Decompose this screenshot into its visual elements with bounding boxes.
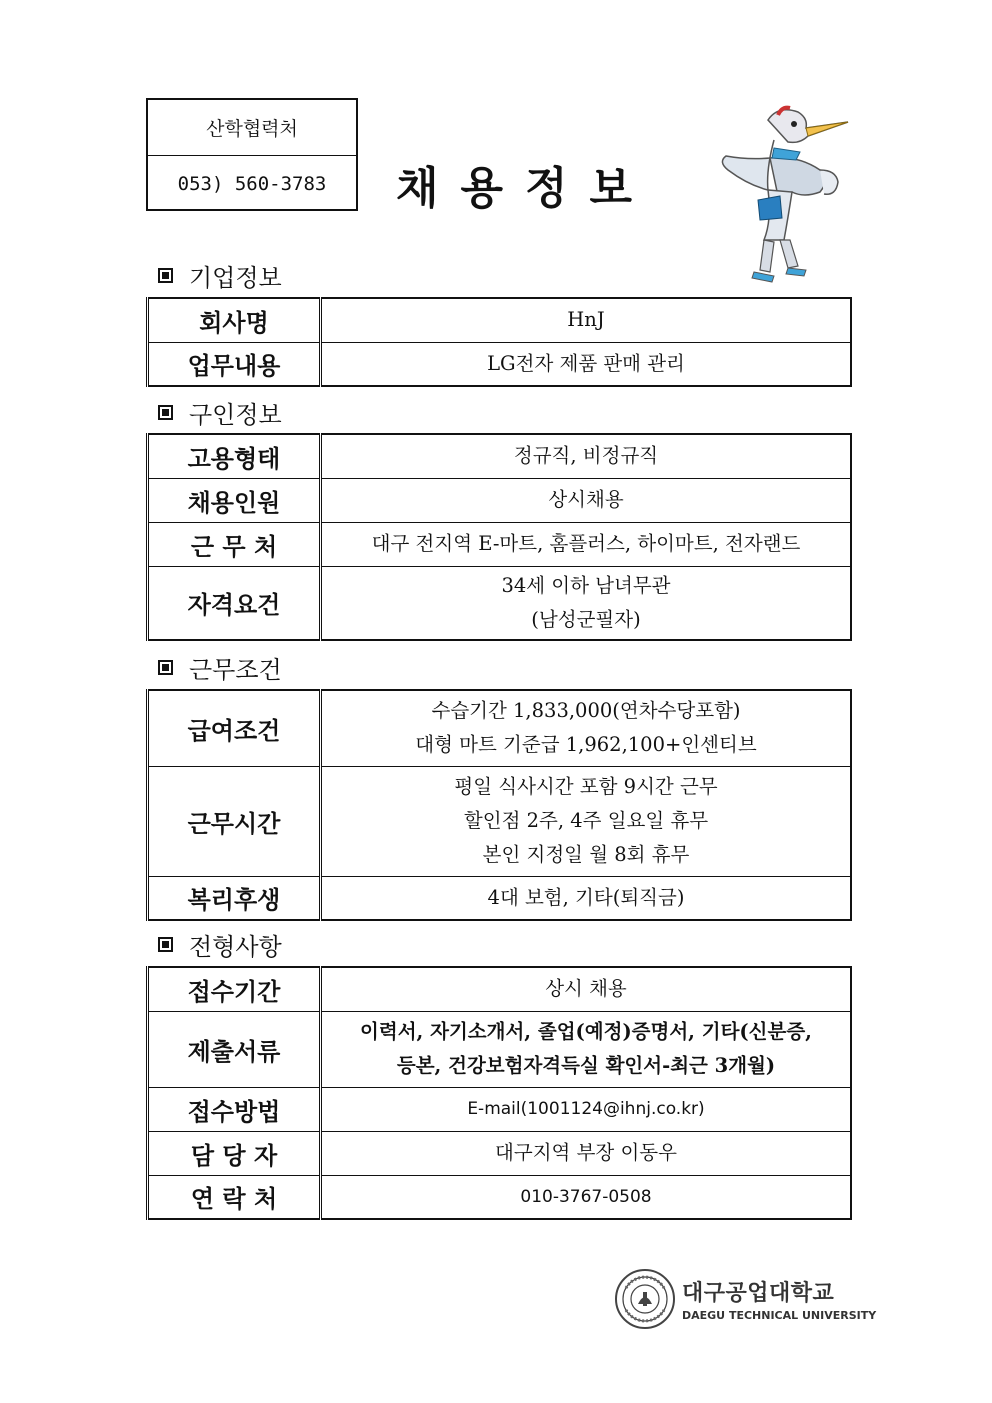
row-value: [321, 298, 852, 342]
row-label: 채용인원: [148, 478, 321, 522]
contact-box: [146, 98, 358, 211]
contact-label: 산학협력처: [206, 118, 298, 140]
row-label: 근무시간: [148, 766, 321, 876]
filled-square-icon: [158, 660, 173, 675]
table-row: [148, 522, 852, 566]
value-line: 대형 마트 기준급 1,962,100+인센티브: [415, 733, 757, 757]
row-label: 근 무 처: [148, 522, 321, 566]
row-label: 접수기간: [148, 967, 321, 1011]
filled-square-icon: [158, 405, 173, 420]
value-line: 이력서, 자기소개서, 졸업(예정)증명서, 기타(신분증,: [360, 1020, 812, 1043]
table-row: [148, 967, 852, 1011]
row-label: 자격요건: [148, 566, 321, 640]
section-heading-text: 근무조건: [189, 656, 282, 684]
row-label: 복리후생: [148, 876, 321, 920]
table-row: [148, 478, 852, 522]
section-heading-process: [158, 927, 282, 962]
job-table: [146, 433, 852, 641]
value-line: 010-3767-0508: [520, 1186, 652, 1207]
conditions-table: [146, 689, 852, 921]
row-label: 회사명: [148, 298, 321, 342]
table-row: [148, 342, 852, 386]
university-name-en: DAEGU TECHNICAL UNIVERSITY: [682, 1309, 877, 1322]
row-label: 접수방법: [148, 1087, 321, 1131]
contact-phone: 053) 560-3783: [148, 155, 356, 211]
page-title: 채용정보: [395, 163, 654, 214]
value-line: 본인 지정일 월 8회 휴무: [482, 843, 690, 866]
row-value: [321, 478, 852, 522]
row-label: 연 락 처: [148, 1175, 321, 1219]
row-label: 담 당 자: [148, 1131, 321, 1175]
section-heading-text: 구인정보: [189, 401, 282, 429]
value-line: 상시 채용: [545, 977, 627, 1001]
row-value: [321, 522, 852, 566]
row-value: [321, 1131, 852, 1175]
company-table: [146, 297, 852, 387]
value-line: 대구 전지역 E-마트, 홈플러스, 하이마트, 전자랜드: [371, 532, 801, 555]
value-line: LG전자 제품 판매 관리: [487, 351, 685, 375]
row-label: 급여조건: [148, 690, 321, 766]
row-value: [321, 876, 852, 920]
value-line: 등본, 건강보험자격득실 확인서-최근 3개월): [396, 1054, 776, 1077]
table-row: [148, 1087, 852, 1131]
crane-mascot-icon: [708, 100, 858, 290]
section-heading-job: [158, 395, 282, 430]
row-value: [321, 434, 852, 478]
value-line: 대구지역 부장 이동우: [495, 1141, 677, 1164]
row-value: [321, 690, 852, 766]
row-value: [321, 1175, 852, 1219]
value-line: 34세 이하 남녀무관: [501, 573, 671, 597]
row-value: [321, 967, 852, 1011]
row-value: [321, 342, 852, 386]
table-row: [148, 1131, 852, 1175]
value-line: 정규직, 비정규직: [513, 444, 659, 468]
value-line: 할인점 2주, 4주 일요일 휴무: [463, 809, 709, 832]
row-label: 업무내용: [148, 342, 321, 386]
section-heading-company: [158, 258, 282, 293]
section-heading-text: 기업정보: [189, 264, 282, 292]
table-row: [148, 1175, 852, 1219]
row-label: 고용형태: [148, 434, 321, 478]
university-seal-icon: [614, 1268, 676, 1330]
row-value: [321, 566, 852, 640]
filled-square-icon: [158, 937, 173, 952]
table-row: [148, 766, 852, 876]
row-value: [321, 766, 852, 876]
value-line: 평일 식사시간 포함 9시간 근무: [454, 775, 718, 798]
value-line: E-mail(1001124@ihnj.co.kr): [467, 1099, 705, 1119]
table-row: [148, 876, 852, 920]
table-row: [148, 434, 852, 478]
value-line: 수습기간 1,833,000(연차수당포함): [431, 699, 741, 723]
table-row: [148, 298, 852, 342]
process-table: [146, 966, 852, 1220]
value-line: (남성군필자): [531, 607, 641, 631]
section-heading-text: 전형사항: [189, 933, 282, 961]
row-label: 제출서류: [148, 1011, 321, 1087]
table-row: [148, 566, 852, 640]
filled-square-icon: [158, 268, 173, 283]
table-row: [148, 1011, 852, 1087]
section-heading-conditions: [158, 650, 282, 685]
value-line: 4대 보험, 기타(퇴직금): [487, 885, 685, 909]
university-logo: [614, 1268, 876, 1330]
value-line: HnJ: [567, 308, 605, 332]
row-value: [321, 1087, 852, 1131]
table-row: [148, 690, 852, 766]
value-line: 상시채용: [548, 488, 624, 511]
row-value: [321, 1011, 852, 1087]
university-name-ko: 대구공업대학교: [682, 1281, 835, 1306]
